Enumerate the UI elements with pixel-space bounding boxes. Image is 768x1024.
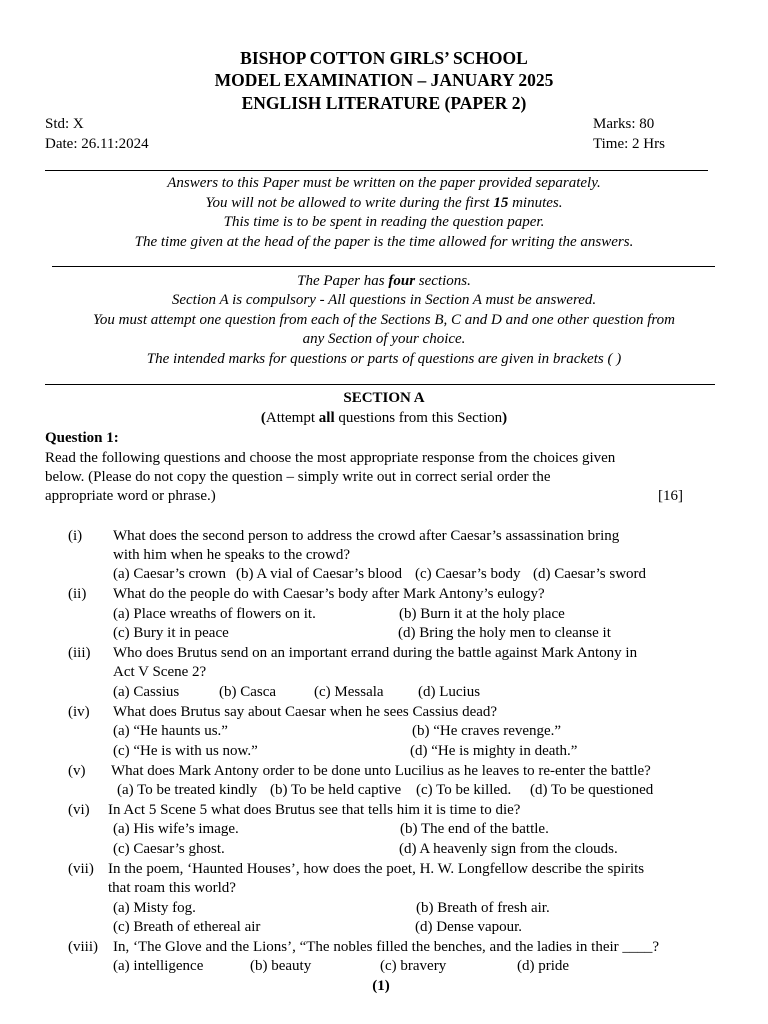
option-c: (c) Caesar’s ghost. [113,841,225,857]
option-b: (b) Burn it at the holy place [399,606,565,622]
question-heading: Question 1: [45,430,119,446]
option-c: (c) To be killed. [416,782,512,798]
question-intro-line: appropriate word or phrase.) [45,488,216,504]
item-number: (iii) [68,645,91,661]
option-a: (a) intelligence [113,958,204,974]
item-number: (ii) [68,586,87,602]
paren-close: ) [502,410,508,426]
instruction-text: minutes. [508,195,563,211]
item-number: (iv) [68,704,90,720]
instruction-line [0,193,768,213]
divider-bottom [45,384,715,385]
option-c: (c) bravery [380,958,447,974]
option-a: (a) To be treated kindly [117,782,258,798]
page-number: (1) [372,978,390,994]
item-question-line: Act V Scene 2? [113,664,207,680]
item-question-line: What does Mark Antony order to be done unto Lucilius as he leaves to re-enter the battle? [111,763,651,779]
option-a: (a) His wife’s image. [113,821,239,837]
option-d: (d) Lucius [418,684,481,700]
instruction-minutes: 15 [493,195,509,211]
question-intro-line: below. (Please do not copy the question – simply write out in correct serial order the [45,469,551,485]
school-name: BISHOP COTTON GIRLS’ SCHOOL [240,48,528,68]
instruction-line: This time is to be spent in reading the question paper. [223,214,545,230]
instruction-line: The time given at the head of the paper is the time allowed for writing the answers. [134,234,634,250]
option-b: (b) The end of the battle. [400,821,549,837]
option-c: (c) Bury it in peace [113,625,229,641]
option-a: (a) Place wreaths of flowers on it. [113,606,316,622]
marks-label: Marks: 80 [593,116,655,132]
option-b: (b) To be held captive [270,782,402,798]
option-d: (d) Bring the holy men to cleanse it [398,625,611,641]
paper-info-line: any Section of your choice. [302,331,466,347]
question-intro-line: Read the following questions and choose the most appropriate response from the choices given [45,450,616,466]
option-b: (b) “He craves revenge.” [412,723,562,739]
option-d: (d) A heavenly sign from the clouds. [399,841,618,857]
subject-title: ENGLISH LITERATURE (PAPER 2) [241,93,527,113]
option-d: (d) Dense vapour. [415,919,523,935]
option-a: (a) Caesar’s crown [113,566,227,582]
item-question-line: What does the second person to address the crowd after Caesar’s assassination bring [113,528,620,544]
divider-middle [52,266,715,267]
option-c: (c) “He is with us now.” [113,743,258,759]
exam-title: MODEL EXAMINATION – JANUARY 2025 [214,70,554,90]
option-b: (b) Casca [219,684,277,700]
item-question-line: What do the people do with Caesar’s body after Mark Antony’s eulogy? [113,586,545,602]
option-a: (a) “He haunts us.” [113,723,228,739]
divider-top [45,170,708,171]
item-number: (vii) [68,861,94,877]
section-subtitle-all: all [318,410,335,426]
item-number: (v) [68,763,86,779]
option-d: (d) Caesar’s sword [533,566,647,582]
instruction-text: You will not be allowed to write during the first [205,195,494,211]
item-number: (vi) [68,802,90,818]
item-number: (viii) [68,939,98,955]
option-c: (c) Messala [314,684,384,700]
instruction-line: Answers to this Paper must be written on the paper provided separately. [167,175,601,191]
option-c: (c) Caesar’s body [415,566,521,582]
section-title: SECTION A [343,390,425,406]
question-marks: [16] [658,488,683,504]
section-subtitle [0,408,768,428]
option-a: (a) Cassius [113,684,180,700]
item-question-line: with him when he speaks to the crowd? [113,547,351,563]
option-c: (c) Breath of ethereal air [113,919,261,935]
option-b: (b) Breath of fresh air. [416,900,550,916]
section-subtitle-text: questions from this Section [334,410,503,426]
paper-info-sections-count: four [388,273,416,289]
standard-label: Std: X [45,116,84,132]
paper-info-line: You must attempt one question from each of the Sections B, C and D and one other question from [92,312,676,328]
paper-info-line: Section A is compulsory - All questions in Section A must be answered. [171,292,597,308]
item-number: (i) [68,528,83,544]
paper-info-text: The Paper has [297,273,389,289]
paren-open: ( [260,410,266,426]
paper-info-line [0,271,768,291]
date-label: Date: 26.11:2024 [45,136,149,152]
item-question-line: In Act 5 Scene 5 what does Brutus see that tells him it is time to die? [108,802,521,818]
option-d: (d) “He is mighty in death.” [410,743,578,759]
option-a: (a) Misty fog. [113,900,196,916]
item-question-line: In the poem, ‘Haunted Houses’, how does the poet, H. W. Longfellow describe the spirits [108,861,645,877]
item-question-line: In, ‘The Glove and the Lions’, “The nobles filled the benches, and the ladies in their ____? [113,939,660,955]
item-question-line: that roam this world? [108,880,236,896]
section-subtitle-text: Attempt [265,410,319,426]
paper-info-line: The intended marks for questions or parts of questions are given in brackets ( ) [146,351,622,367]
option-b: (b) beauty [250,958,312,974]
paper-info-text: sections. [415,273,471,289]
option-d: (d) To be questioned [530,782,654,798]
item-question-line: Who does Brutus send on an important errand during the battle against Mark Antony in [113,645,638,661]
option-b: (b) A vial of Caesar’s blood [236,566,402,582]
option-d: (d) pride [517,958,570,974]
time-label: Time: 2 Hrs [593,136,665,152]
item-question-line: What does Brutus say about Caesar when he sees Cassius dead? [113,704,498,720]
